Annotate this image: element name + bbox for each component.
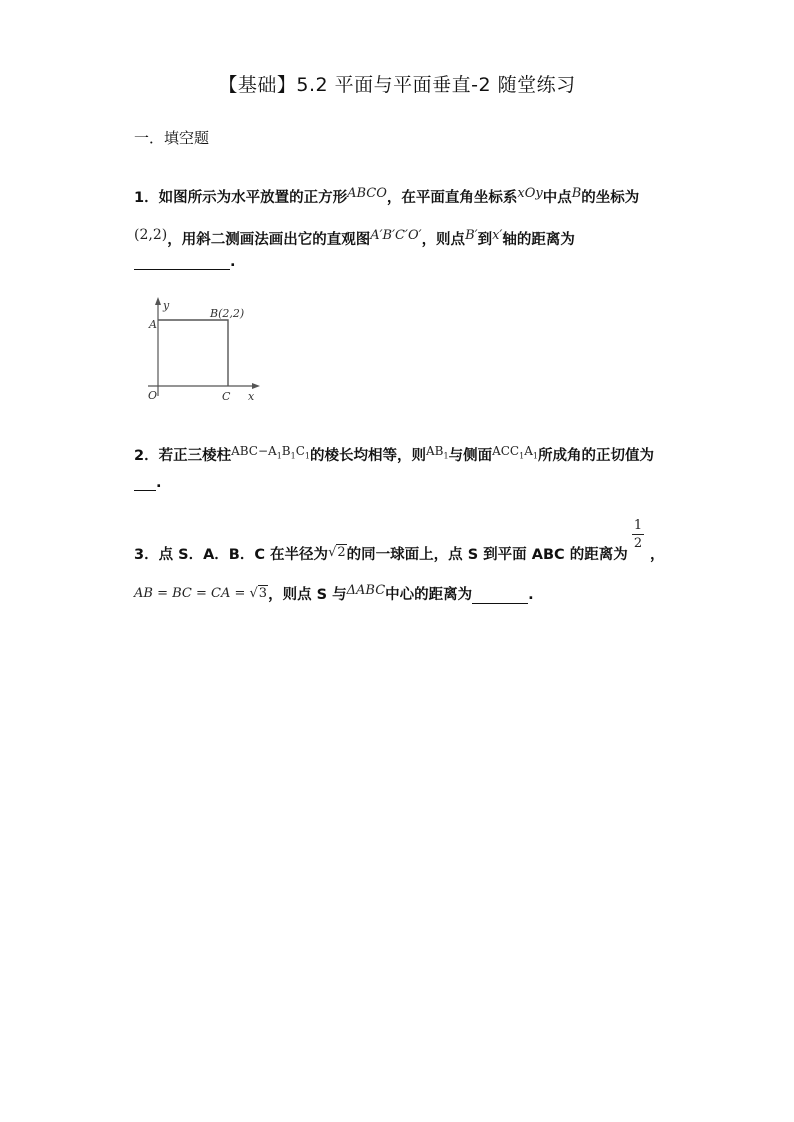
math-part: AB <box>426 444 444 458</box>
math-part: A <box>524 444 533 458</box>
question-text: ，则点 <box>421 232 466 248</box>
math-subscript: 1 <box>532 451 538 461</box>
question-text: 所成角的正切值为 <box>537 448 654 464</box>
question-text: 点 S．A．B．C 在半径为 <box>158 547 329 563</box>
math-expression: (2,2) <box>134 227 168 243</box>
math-expression: xOy <box>517 186 543 201</box>
math-expression <box>426 444 449 461</box>
sqrt-expression: √2 <box>328 545 346 560</box>
question-text: 的同一球面上，点 S 到平面 ABC 的距离为 <box>346 547 628 563</box>
math-part: C <box>295 444 305 458</box>
question-3-comma: ， <box>650 547 665 563</box>
section-heading: 一．填空题 <box>134 129 210 147</box>
question-text: 与侧面 <box>448 448 493 464</box>
question-text: 轴的距离为 <box>502 232 575 248</box>
question-text: ，在平面直角坐标系 <box>386 190 518 206</box>
math-expression: B <box>571 186 582 201</box>
point-a-label: A <box>149 318 157 331</box>
math-part: AB = BC = CA = <box>134 586 250 601</box>
question-text: . <box>230 254 236 270</box>
question-text: 若正三棱柱 <box>158 448 232 464</box>
fraction <box>632 518 644 551</box>
answer-blank[interactable] <box>134 255 230 270</box>
math-expression <box>492 444 538 461</box>
fraction-numerator: 1 <box>633 518 643 533</box>
question-text: 的棱长均相等，则 <box>310 448 426 464</box>
question-number: 1． <box>134 190 159 206</box>
question-text: . <box>528 587 534 603</box>
math-subscript: 1 <box>290 451 296 461</box>
point-o-label: O <box>148 389 158 402</box>
question-text: 到 <box>477 232 493 248</box>
math-expression: B′ <box>465 228 478 243</box>
math-subscript: 1 <box>443 451 449 461</box>
sqrt-radicand: 3 <box>258 586 268 601</box>
question-text: 中心的距离为 <box>385 587 473 603</box>
question-2-line-2 <box>134 475 162 491</box>
math-expression: AB = BC = CA = √3 <box>134 586 268 601</box>
question-text: . <box>156 475 162 491</box>
math-expression: A′B′C′O′ <box>370 228 422 243</box>
fraction-denominator: 2 <box>633 536 643 551</box>
math-part: ACC <box>492 444 520 458</box>
question-number: 2． <box>134 448 159 464</box>
coordinate-figure <box>140 296 265 406</box>
question-1-line-3 <box>134 254 236 270</box>
math-expression: ABCO <box>347 186 387 201</box>
answer-blank[interactable] <box>472 589 528 604</box>
point-c-label: C <box>222 390 231 403</box>
math-subscript: 1 <box>276 451 282 461</box>
question-number: 3． <box>134 547 159 563</box>
math-part: ABC−A <box>231 444 277 458</box>
question-1-line-2 <box>134 228 575 249</box>
page-title: 【基础】5.2 平面与平面垂直-2 随堂练习 <box>218 74 576 96</box>
y-axis-label: y <box>163 299 170 312</box>
question-text: 的坐标为 <box>581 190 640 206</box>
math-expression: ΔABC <box>346 583 386 598</box>
math-subscript: 1 <box>519 451 525 461</box>
question-3-line-2 <box>134 583 534 604</box>
question-1-line-1 <box>134 186 639 207</box>
sqrt-radicand: 2 <box>337 545 346 560</box>
question-text: ，用斜二测画法画出它的直观图 <box>167 232 371 248</box>
question-text: 中点 <box>542 190 572 206</box>
math-expression: x′ <box>492 228 503 243</box>
math-subscript: 1 <box>304 451 310 461</box>
point-b-label: B(2,2) <box>210 307 245 320</box>
answer-blank[interactable] <box>134 476 156 491</box>
question-2-line-1 <box>134 444 654 465</box>
question-text: 如图所示为水平放置的正方形 <box>158 190 348 206</box>
math-part: B <box>281 444 291 458</box>
question-text: ，则点 S 与 <box>268 587 347 603</box>
math-expression <box>231 444 310 461</box>
question-3-line-1 <box>134 543 628 564</box>
x-axis-label: x <box>248 390 255 403</box>
